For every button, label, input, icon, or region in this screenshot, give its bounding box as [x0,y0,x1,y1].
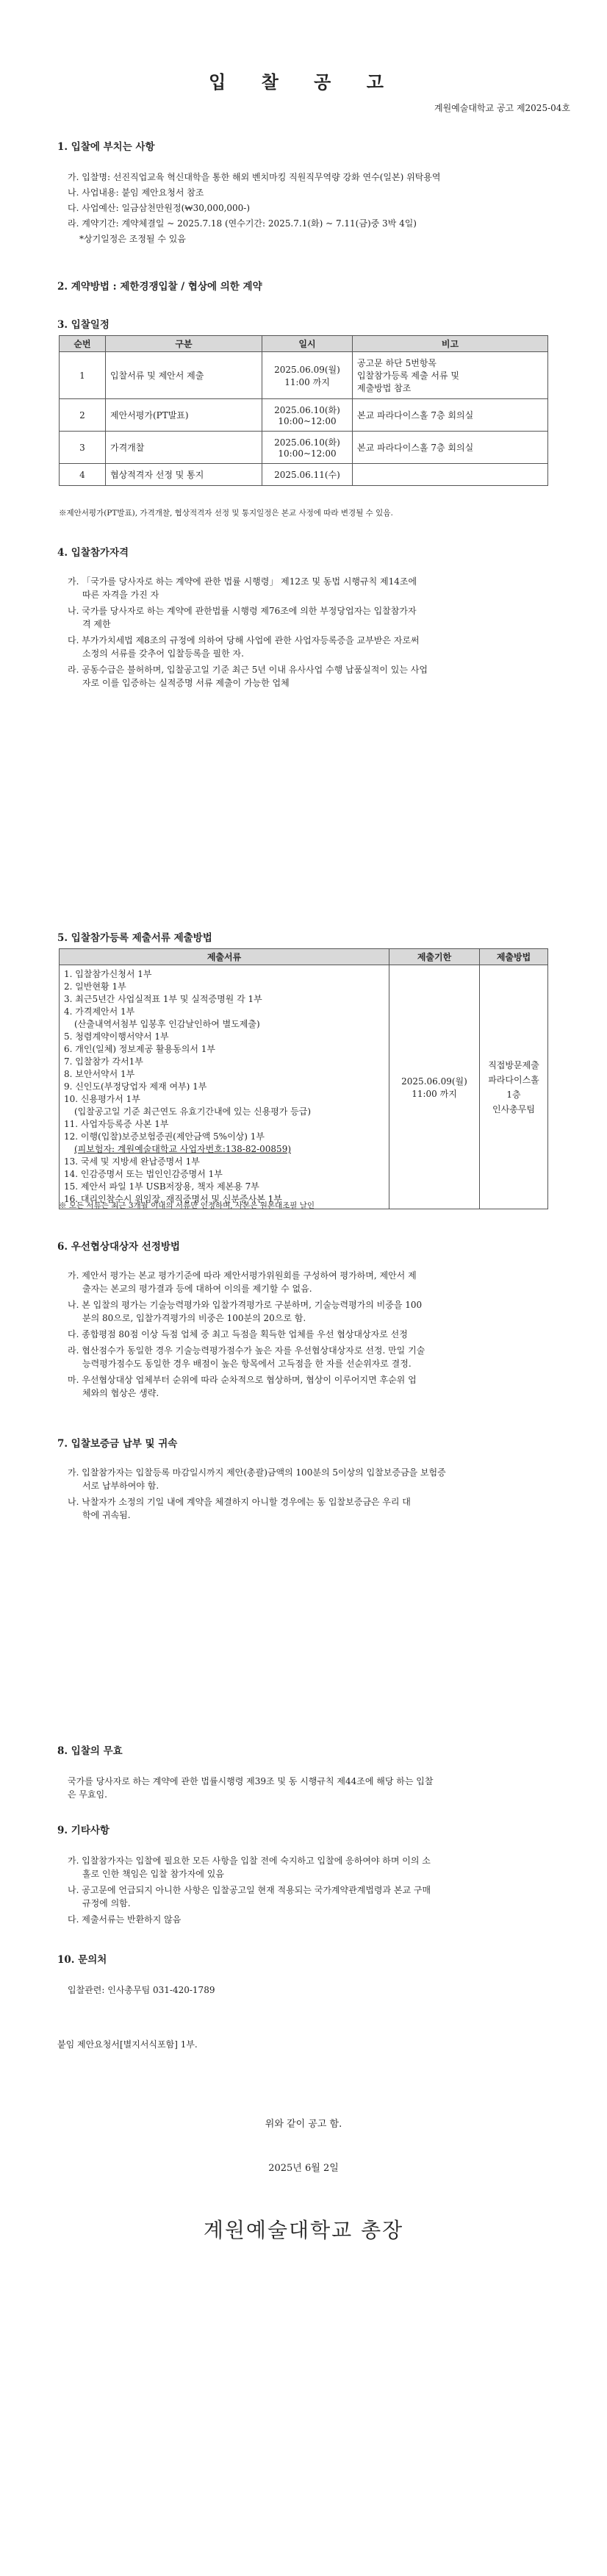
date-line: 2025.06.10(화) [274,437,340,448]
schedule-table [59,335,548,486]
cell-date: 2025.06.11(수) [262,464,353,486]
cell-no: 1 [60,352,106,399]
cell-note: 본교 파라다이스홀 7층 회의실 [353,432,548,464]
doc-item: 10. 신용평가서 1부 [64,1094,140,1104]
s6-item-cont: 능력평가점수도 동일한 경우 배점이 높은 항목에서 고득점을 한 자를 선순위자로 결정. [82,1359,412,1369]
cell-kind: 협상적격자 선정 및 통지 [106,464,262,486]
doc-item: 9. 신인도(부정당업자 제재 여부) 1부 [64,1081,207,1092]
s6-item: 마. 우선협상대상 업체부터 순위에 따라 순차적으로 협상하며, 협상이 이루어지면 후순위 업 [68,1375,417,1385]
s4-item-cont: 소정의 서류를 갖추어 입찰등록을 필한 자. [82,648,244,659]
s1-item: 라. 계약기간: 계약체결일 ~ 2025.7.18 (연수기간: 2025.7.1(화) ~ 7.11(금)중 3박 4일) [68,218,417,229]
cell-kind: 제안서평가(PT발표) [106,399,262,432]
cell-note [353,352,548,399]
col-header: 구분 [106,336,262,352]
s9-item-cont: 규정에 의함. [82,1898,131,1908]
col-header: 제출기한 [389,949,480,965]
cell-kind: 가격개찰 [106,432,262,464]
s7-item-cont: 서로 납부하여야 함. [82,1481,159,1491]
schedule-footnote: ※제안서평가(PT발표), 가격개찰, 협상적격자 선정 및 통지일정은 본교 사정에 따라 변경될 수 있음. [59,509,393,518]
section-1-heading: 1. 입찰에 부치는 사항 [57,141,155,153]
s4-item-cont: 자로 이를 입증하는 실적증명 서류 제출이 가능한 업체 [82,678,290,688]
doc-item: 14. 인감증명서 또는 법인인감증명서 1부 [64,1169,223,1179]
section-3-heading: 3. 입찰일정 [57,319,109,331]
col-header: 제출방법 [480,949,548,965]
s6-item: 다. 종합평점 80점 이상 득점 업체 중 최고 득점을 획득한 업체를 우선 협상대상자로 선정 [68,1329,408,1339]
attachment-note: 붙임 제안요청서[별지서식포함] 1부. [57,2039,198,2050]
section-6-heading: 6. 우선협상대상자 선정방법 [57,1241,180,1253]
s4-item-cont: 격 제한 [82,619,111,629]
doc-item: 5. 청렴계약이행서약서 1부 [64,1031,169,1042]
s1-note: *상기일정은 조정될 수 있음 [79,234,186,244]
doc-item: 7. 입찰참가 각서1부 [64,1056,143,1067]
contact-text: 입찰관련: 인사총무팀 031-420-1789 [68,1985,215,1995]
cell-no: 2 [60,399,106,432]
doc-item: 15. 제안서 파일 1부 USB저장용, 책자 제본용 7부 [64,1181,259,1192]
s9-item: 다. 제출서류는 반환하지 않음 [68,1914,182,1925]
s4-item: 가. 「국가를 당사자로 하는 계약에 관한 법률 시행령」 제12조 및 동법 시행규칙 제14조에 [68,576,417,587]
date-line: 2025.06.09(월) [274,364,340,375]
deadline-line: 2025.06.09(월) [401,1076,467,1087]
doc-item: 2. 일반현황 1부 [64,981,126,992]
section-9-heading: 9. 기타사항 [57,1825,109,1836]
closing-statement: 위와 같이 공고 함. [265,2119,342,2130]
method-line: 인사총무팀 [492,1103,535,1115]
section-2-heading: 2. 계약방법 : 제한경쟁입찰 / 협상에 의한 계약 [57,281,262,293]
date-line: 2025.06.10(화) [274,405,340,415]
s4-item: 다. 부가가치세법 제8조의 규정에 의하여 당해 사업에 관한 사업자등록증을 교부받은 자로써 [68,635,420,645]
method-line: 파라다이스홀 1층 [488,1074,539,1100]
s6-item-cont: 체와의 협상은 생략. [82,1388,159,1398]
section-7-heading: 7. 입찰보증금 납부 및 귀속 [57,1438,178,1450]
date-line: 11:00 까지 [284,376,330,387]
notice-number: 계원예술대학교 공고 제2025-04호 [434,103,570,113]
doc-item: 8. 보안서약서 1부 [64,1069,135,1079]
deadline-line: 11:00 까지 [412,1088,457,1099]
s6-item: 라. 협산점수가 동일한 경우 기술능력평가점수가 높은 자를 우선협상대상자로 선정. 만일 기술 [68,1345,425,1356]
documents-table [59,948,548,1209]
cell-date [262,399,353,432]
note-line: 제출방법 참조 [357,383,412,393]
s9-item: 나. 공고문에 언급되지 아니한 사항은 입찰공고일 현재 적용되는 국가계약관계법령과 본교 구매 [68,1885,431,1895]
section-4-heading: 4. 입찰참가자격 [57,547,129,559]
s1-item: 나. 사업내용: 붙임 제안요청서 참조 [68,187,204,198]
doc-item: 13. 국세 및 지방세 완납증명서 1부 [64,1156,200,1167]
cell-note: 본교 파라다이스홀 7층 회의실 [353,399,548,432]
date-line: 10:00~12:00 [278,448,337,459]
doc-item: 16. 대리인참수시 위임장, 재직증명서 및 신분증사본 1부 [64,1194,282,1204]
doc-item: 1. 입찰참가신청서 1부 [64,969,152,979]
cell-kind: 입찰서류 및 제안서 제출 [106,352,262,399]
s6-item: 가. 제안서 평가는 본교 평가기준에 따라 제안서평가위원회를 구성하여 평가하며, 제안서 제 [68,1270,417,1281]
s8-text: 국가를 당사자로 하는 계약에 관한 법률시행령 제39조 및 동 시행규칙 제44조에 해당 하는 입찰 [68,1776,434,1786]
note-line: 입찰참가등록 제출 서류 및 [357,371,459,381]
section-8-heading: 8. 입찰의 무효 [57,1745,123,1757]
section-5-heading: 5. 입찰참가등록 제출서류 제출방법 [57,932,212,944]
insured-note: (피보험자: 계원예술대학교 사업자번호:138-82-00859) [74,1144,292,1154]
table-row [60,399,548,432]
s9-item: 가. 입찰참가자는 입찰에 필요한 모든 사항을 입찰 전에 숙지하고 입찰에 응하여야 하며 이의 소 [68,1856,431,1866]
deadline-cell [389,965,480,1209]
s7-item: 나. 낙찰자가 소정의 기일 내에 계약을 체결하지 아니할 경우에는 동 입찰보증금은 우리 대 [68,1497,411,1507]
table-row [60,432,548,464]
table-row [60,464,548,486]
cell-no: 4 [60,464,106,486]
cell-note [353,464,548,486]
doc-item: 6. 개인(일체) 정보제공 활용동의서 1부 [64,1044,215,1054]
date-line: 10:00~12:00 [278,416,337,426]
doc-item: 4. 가격제안서 1부 [64,1006,135,1017]
table-row [60,352,548,399]
note-line: 공고문 하단 5번항목 [357,358,437,368]
s7-item: 가. 입찰참가자는 입찰등록 마감일시까지 제안(총괄)금액의 100분의 5이상의 입찰보증금을 보험증 [68,1467,446,1478]
s1-item: 다. 사업예산: 일금삼천만원정(₩30,000,000-) [68,203,251,213]
s4-item-cont: 따른 자격을 가진 자 [82,590,159,600]
documents-footnote: ※ 모든 서류는 최근 3개월 이내의 서류만 인정하며, 사본은 원본대조필 날인 [59,1201,315,1210]
cell-date [262,352,353,399]
documents-list [60,965,389,1209]
s6-item: 나. 본 입찰의 평가는 기술능력평가와 입찰가격평가로 구분하며, 기술능력평가의 비중을 100 [68,1300,423,1310]
cell-date [262,432,353,464]
doc-item: 12. 이행(입찰)보증보험증권(제안금액 5%이상) 1부 [64,1131,265,1142]
signer-name: 계원예술대학교 총장 [203,2218,404,2242]
method-line: 직접방문제출 [488,1059,539,1070]
col-header: 비고 [353,336,548,352]
doc-item: (입찰공고일 기준 최근연도 유효기간내에 있는 신용평가 등급) [74,1106,312,1117]
col-header: 일시 [262,336,353,352]
s6-item-cont: 출자는 본교의 평가결과 등에 대하여 이의를 제기할 수 없음. [82,1284,312,1294]
s7-item-cont: 학에 귀속됨. [82,1510,131,1520]
col-header: 순번 [60,336,106,352]
section-10-heading: 10. 문의처 [57,1954,107,1966]
s8-text-cont: 은 무효임. [68,1789,107,1800]
s9-item-cont: 홀로 인한 책임은 입찰 참가자에 있음 [82,1869,224,1879]
table-row [60,965,548,1209]
cell-no: 3 [60,432,106,464]
doc-item: 11. 사업자등록증 사본 1부 [64,1119,169,1129]
s4-item: 라. 공동수급은 불허하며, 입찰공고일 기준 최근 5년 이내 유사사업 수행 납품실적이 있는 사업 [68,665,428,675]
s4-item: 나. 국가를 당사자로 하는 계약에 관한법률 시행령 제76조에 의한 부정당업자는 입찰참가자 [68,606,417,616]
closing-date: 2025년 6월 2일 [268,2163,339,2174]
s6-item-cont: 분의 80으로, 입찰가격평가의 비중은 100분의 20으로 함. [82,1313,306,1323]
page-title: 입 찰 공 고 [209,71,398,93]
col-header: 제출서류 [60,949,389,965]
doc-item: 3. 최근5년간 사업실적표 1부 및 실적증명원 각 1부 [64,994,262,1004]
s1-item: 가. 입찰명: 선진직업교육 혁신대학을 통한 해외 벤치마킹 직원직무역량 강화 연수(일본) 위탁용역 [68,172,441,182]
method-cell [480,965,548,1209]
doc-item: (산출내역서첨부 입봉후 인감날인하여 별도제출) [74,1019,260,1029]
